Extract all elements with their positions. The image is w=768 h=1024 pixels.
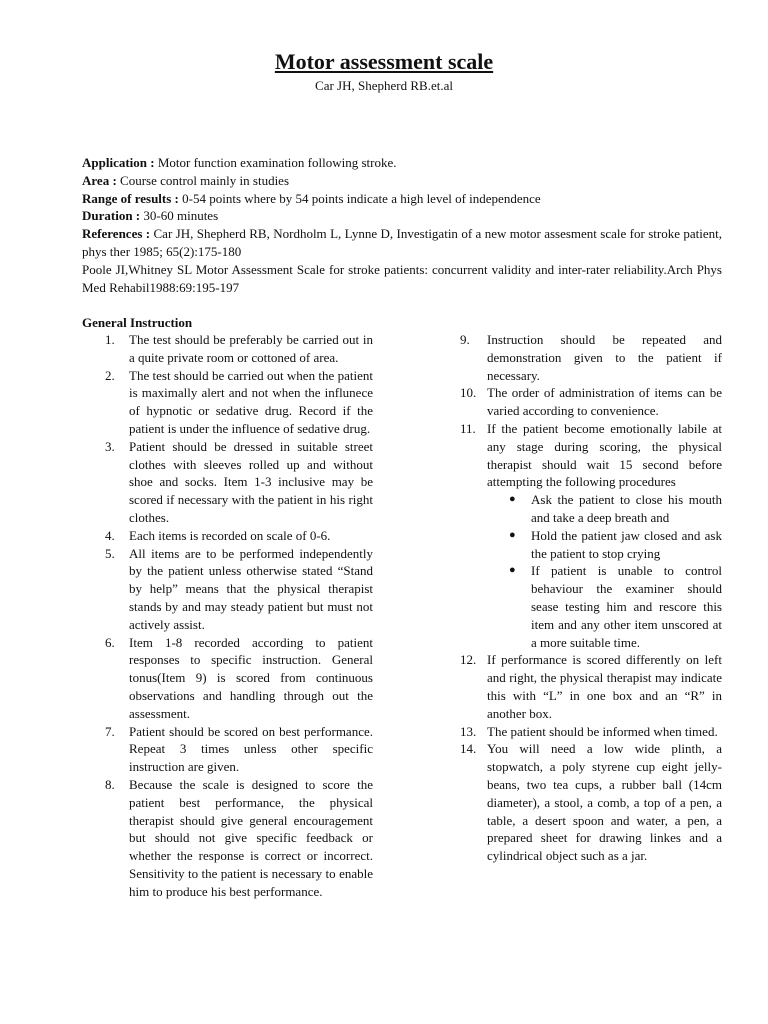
list-item — [460, 740, 722, 865]
item-number: 10. — [460, 385, 477, 401]
references-line — [82, 225, 722, 261]
bullet-icon: ● — [509, 493, 516, 506]
item-number: 4. — [105, 527, 115, 543]
range-value: 0-54 points where by 54 points indicate a high level of independence — [178, 190, 541, 206]
authors: Car JH, Shepherd RB.et.al — [315, 78, 453, 93]
item-text: You will need a low wide plinth, a stopwatch, a poly styrene cup eight jelly-beans, two tea cups, a rubber ball (14cm diameter), a stool, a comb, a top of a pen, a table, a desert spoon and water, a pen, a prepared sheet for drawing linkes and a cylindrical object such as a jar. — [487, 741, 722, 864]
list-item — [460, 651, 722, 722]
range-line — [82, 190, 722, 208]
item-number: 2. — [105, 367, 115, 383]
item-number: 12. — [460, 652, 477, 668]
area-value: Course control mainly in studies — [116, 172, 290, 188]
sub-list-item — [509, 527, 722, 563]
reference-2: Poole JI,Whitney SL Motor Assessment Scale for stroke patients: concurrent validity and inter-rater reliability.Arch Phys Med Rehabil1988:69:195-197 — [82, 261, 722, 295]
item-number: 14. — [460, 741, 477, 757]
list-item — [460, 384, 722, 420]
sub-item-text: Hold the patient jaw closed and ask the patient to stop crying — [531, 527, 722, 561]
sub-list-item — [509, 562, 722, 651]
meta-block — [82, 154, 722, 296]
item-text: Patient should be scored on best performance. Repeat 3 times unless other specific instruction are given. — [129, 723, 373, 775]
item-number: 9. — [460, 332, 470, 347]
sub-item-text: Ask the patient to close his mouth and take a deep breath and — [531, 492, 722, 525]
list-item — [460, 723, 722, 741]
list-item — [105, 367, 373, 438]
application-value: Motor function examination following stroke. — [154, 155, 397, 170]
list-item — [105, 545, 373, 634]
references-label: References : — [82, 226, 151, 242]
item-text: The test should be carried out when the patient is maximally alert and not when the influnece of hypnotic or sedative drug. Record if the patient is under the influence of sedative drug. — [129, 367, 373, 436]
range-label: Range of results : — [82, 190, 179, 206]
list-item — [460, 420, 722, 651]
item-text: The order of administration of items can be varied according to convenience. — [487, 385, 722, 419]
item-number: 3. — [105, 438, 115, 454]
area-label: Area : — [82, 172, 117, 188]
application-line — [82, 154, 722, 172]
item-number: 13. — [460, 723, 477, 739]
list-item — [105, 527, 373, 545]
item-11-sub-list — [487, 491, 722, 651]
item-text: If performance is scored differently on left and right, the physical therapist may indicate this with “L” in one box and an “R” in another box. — [487, 652, 722, 721]
sub-item-text: If patient is unable to control behaviour the examiner should sease testing him and rescore this item and any other item unscored at a more suitable time. — [531, 563, 722, 650]
item-number: 6. — [105, 634, 115, 650]
bullet-icon: ● — [509, 528, 516, 541]
item-number: 1. — [105, 332, 115, 347]
item-text: Patient should be dressed in suitable street clothes with sleeves rolled up and without shoe and socks. Item 1-3 inclusive may be scored if necessary with the patient in his right clothes. — [129, 438, 373, 525]
duration-label: Duration : — [82, 208, 141, 224]
area-line — [82, 172, 722, 190]
instructions-right-column — [460, 331, 722, 865]
bullet-icon: ● — [509, 564, 516, 577]
list-item — [105, 634, 373, 723]
item-text: All items are to be performed independently by the patient unless otherwise stated “Stand by help” means that the physical therapist stands by and may steady patient but must not actively assist. — [129, 545, 373, 632]
list-item — [105, 331, 373, 367]
duration-line — [82, 207, 722, 225]
item-text: Instruction should be repeated and demonstration given to the patient if necessary. — [487, 332, 722, 383]
item-number: 8. — [105, 776, 115, 792]
item-number: 7. — [105, 723, 115, 739]
list-item — [105, 776, 373, 901]
item-number: 5. — [105, 545, 115, 561]
instructions-list-left — [105, 331, 373, 901]
sub-list-item — [509, 491, 722, 527]
item-text: If the patient become emotionally labile at any stage during scoring, the physical therapist should wait 15 second before attempting the following procedures — [487, 420, 722, 490]
item-text: The test should be preferably be carried out in a quite private room or cottoned of area. — [129, 332, 373, 365]
item-text: Because the scale is designed to score the patient best performance, the physical therapist should give general encouragement but should not give specific feedback or whether the response is correct or incorrect. Sensitivity to the patient is necessary to enable him to produce his best performance. — [129, 776, 373, 899]
list-item — [105, 438, 373, 527]
page-title: Motor assessment scale — [274, 49, 494, 74]
item-text: The patient should be informed when timed. — [487, 723, 718, 739]
references-value: Car JH, Shepherd RB, Nordholm L, Lynne D, Investigatin of a new motor assesment scale for stroke patient, phys ther 1985; 65(2):175-180 — [82, 226, 722, 259]
item-text: Item 1-8 recorded according to patient responses to specific instruction. General tonus(Item 9) is scored from continuous observations and handling through out the assessment. — [129, 634, 373, 721]
item-text: Each items is recorded on scale of 0-6. — [129, 527, 331, 543]
list-item — [105, 723, 373, 776]
list-item — [460, 331, 722, 384]
duration-value: 30-60 minutes — [140, 208, 219, 224]
general-instruction-heading: General Instruction — [82, 315, 193, 330]
item-number: 11. — [460, 420, 476, 436]
application-label: Application : — [82, 155, 155, 170]
instructions-list-right — [460, 331, 722, 865]
instructions-left-column — [105, 331, 373, 901]
